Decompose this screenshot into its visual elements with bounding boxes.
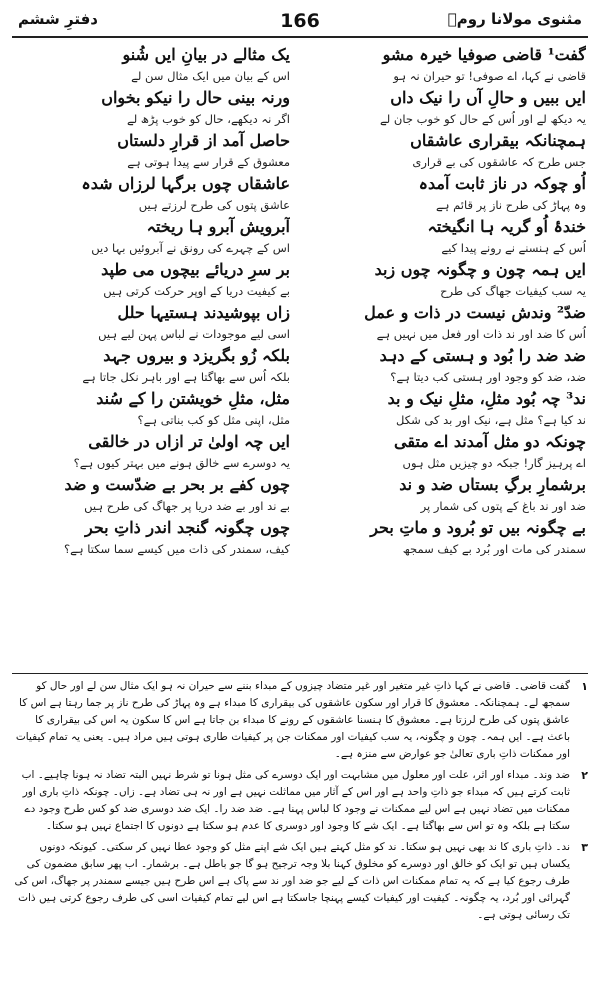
footnote-text: گفت قاضی۔ قاضی نے کہا ذاتِ غیر متغیر اور غیر متضاد چیزوں کے مبداء بننے سے حیران نہ ہو ایک مثال سن لے اور حال کو سمجھ لے۔ ہمچنانکہ۔ معشوق کا قرار اور سکون عاشقوں کی بیقراری کا مبداء ہے وہ پہاڑ کی طرح ناز پر جما رہتا ہے اس کا عاشق پتوں کی طرح لرزتا ہے۔ معشوق کا ہنسنا عاشقوں کے رونے کا مبداء بن جاتا ہے اس کا سکون یہ اس کی بیقراری کا باعث ہے۔ ایں ہمہ۔ چون و چگونہ، یہ سب کیفیات اور ممکنات جن پر کیفیات طاری ہوتی ہیں مراد ہیں۔ یعنی یہ تمام کیفیات اور ممکنات ذاتِ باری تعالیٰ جو عوارض سے منزہ ہے۔ [15,680,570,760]
page-number: 166 [280,10,320,32]
footnote-number: ۲ [581,769,588,782]
verse-line: چونکہ دو مثل آمدند اے متقی [394,432,586,451]
footnote-text: ند۔ ذاتِ باری کا ند بھی نہیں ہو سکتا۔ ند کو مثل کہتے ہیں ایک شے اپنے مثل کو وجود عطا نہیں کر سکتی۔ کیونکہ دونوں یکساں ہیں تو ایک کو خالق اور دوسرے کو مخلوق کہنا بلا وجہ ترجیح ہو گا جو باطل ہے۔ برشمار۔ اب پھر سابق مضمون کی طرف رجوع کیا ہے کہ یہ تمام ممکنات اس ذات کے لیے جو ضد اور ند سے پاک ہے اس طرح ہیں جیسے سمندر پر جھاگ، اس کی گہرائی اور بُرد، یہ چگونہ۔ کیفیت اور کیفیات کیسے پہنچا جاسکتا ہے اس لیے تمام کیفیات اسی کی طرف رجوع کرتی ہیں ذات تک رسائی ہوتی ہے۔ [14,841,570,921]
translation-line: اگر نہ دیکھے، حال کو خوب پڑھ لے [126,112,290,126]
footnote-divider [12,673,588,674]
verse-line: زاں بپوشیدند ہستیہا حلل [117,303,290,322]
verse-line: ضد ضد را بُود و ہستی کے دہد [379,346,586,365]
verse-line: ند³ چہ بُود مثلِ، مثلِ نیک و بد [387,389,586,408]
translation-line: بلکہ اُس سے بھاگتا ہے اور باہر نکل جاتا ہے [82,370,290,384]
translation-line: یہ دوسرے سے خالق ہونے میں بہتر کیوں ہے؟ [73,456,290,470]
footnote-number: ۱ [581,680,588,693]
translation-line: اس کے چہرے کی رونق نے آبروئیں بہا دیں [91,241,290,255]
verse-line: ہمچنانکہ بیقراری عاشقاں [410,131,586,150]
translation-line: معشوق کے قرار سے پیدا ہوتی ہے [127,155,290,169]
verse-line: ایں چہ اولیٰ تر ازاں در خالقی [88,432,290,451]
translation-line: قاضی نے کہا، اے صوفی! تو حیران نہ ہو [393,69,586,83]
footnote [14,767,588,835]
verse-columns [14,42,586,670]
verse-line: خندۂ اُو گریہ ہا انگیختہ [427,217,586,236]
footnotes-section [14,678,588,983]
translation-line: یہ سب کیفیات جھاگ کی طرح [440,284,586,298]
translation-line: اُس کا ضد اور ند ذات اور فعل میں نہیں ہے [376,327,586,341]
translation-line: عاشق پتوں کی طرح لرزتے ہیں [138,198,290,212]
right-verse-column [310,42,586,558]
verse-line: اُو چوکہ در ناز ثابت آمدہ [418,174,586,193]
verse-line: برشمارِ برگِ بستاں ضد و ند [399,475,586,494]
translation-line: بے کیفیت دریا کے اوپر حرکت کرتی ہیں [103,284,290,298]
translation-line: بے ند اور بے ضد دریا پر جھاگ کی طرح ہیں [84,499,290,513]
footnote-number: ۳ [581,841,588,854]
verse-line: ضدّ² وندش نیست در ذات و عمل [364,303,586,322]
verse-line: بے چگونہ بیں تو بُرود و ماتِ بحر [370,518,586,537]
verse-line: ایں ہمہ چون و چگونہ چوں زبد [374,260,586,279]
translation-line: اس کے بیان میں ایک مثال سن لے [131,69,290,83]
verse-line: چوں کفے بر بحر بے ضدّست و ضد [64,475,290,494]
footnote [14,678,588,763]
verse-line: بلکہ زُو بگریزد و بیروں جہد [103,346,290,365]
translation-line: اے پرہیز گار! جبکہ دو چیزیں مثل ہوں [402,456,586,470]
translation-line: مثل، اپنی مثل کو کب بناتی ہے؟ [137,413,290,427]
verse-line: بر سرِ دریائے بیچوں می طپد [101,260,290,279]
translation-line: ضد، ضد کو وجود اور ہستی کب دیتا ہے؟ [390,370,586,384]
verse-line: آبرویش آبرو ہا ریختہ [146,217,290,236]
translation-line: ند کیا ہے؟ مثل ہے، نیک اور بد کی شکل [396,413,586,427]
verse-line: گفت¹ قاضی صوفیا خیرہ مشو [382,45,586,64]
left-verse-column [14,42,290,558]
verse-line: مثل، مثلِ خویشتن را کے سُند [96,389,290,408]
verse-line: ورنہ بینی حال را نیکو بخواں [101,88,290,107]
verse-line: چوں چگونہ گنجد اندر ذاتِ بحر [84,518,290,537]
translation-line: ضد اور ند باغ کے پتوں کی شمار پر [420,499,586,513]
translation-line: سمندر کی مات اور بُرد بے کیف سمجھ [402,542,586,556]
page-header [12,6,588,38]
translation-line: اُس کے ہنسنے نے رونے پیدا کیے [441,241,586,255]
translation-line: جس طرح کہ عاشقوں کی بے قراری [412,155,586,169]
book-title: مثنوی مولانا رومؒ [447,10,582,28]
verse-line: ایں ببیں و حالِ آں را نیک داں [390,88,586,107]
volume-title: دفترِ ششم [18,10,98,28]
translation-line: یہ دیکھ لے اور اُس کے حال کو خوب جان لے [380,112,586,126]
footnote [14,839,588,924]
translation-line: اسی لیے موجودات نے لباس پہن لیے ہیں [98,327,290,341]
translation-line: وہ پہاڑ کی طرح ناز پر قائم ہے [436,198,586,212]
translation-line: کیف، سمندر کی ذات میں کیسے سما سکتا ہے؟ [63,542,290,556]
verse-line: حاصل آمد از قرارِ دلستاں [117,131,290,150]
verse-line: یک مثالے در بیانِ ایں شُنو [122,45,290,64]
footnote-text: ضد وند۔ مبداء اور اثر، علت اور معلول میں مشابہت اور ایک دوسرے کی مثل ہونا تو شرط نہیں البتہ تضاد نہ ہونا چاہیے۔ اب ثابت کرتے ہیں کہ مبداء جو ذاتِ واحد ہے اور اس کے آثار میں مماثلت نہیں ہے اور نہ ہی تضاد ہے۔ زاں۔ چونکہ ذاتِ باری اور ممکنات میں تضاد نہیں ہے اس لیے ممکنات نے وجود کا لباس پہنا ہے۔ ضد ضد را۔ ایک ضد دوسری ضد کو کس طرح وجود دے سکتا ہے بلکہ وہ تو اس سے بھاگتا ہے۔ ایک شے کا وجود اور دوسری کا عدم ہو سکتا ہے دونوں کا اجتماع نہیں ہو سکتا۔ [21,769,570,832]
verse-line: عاشقاں چوں برگہا لرزاں شدہ [81,174,290,193]
